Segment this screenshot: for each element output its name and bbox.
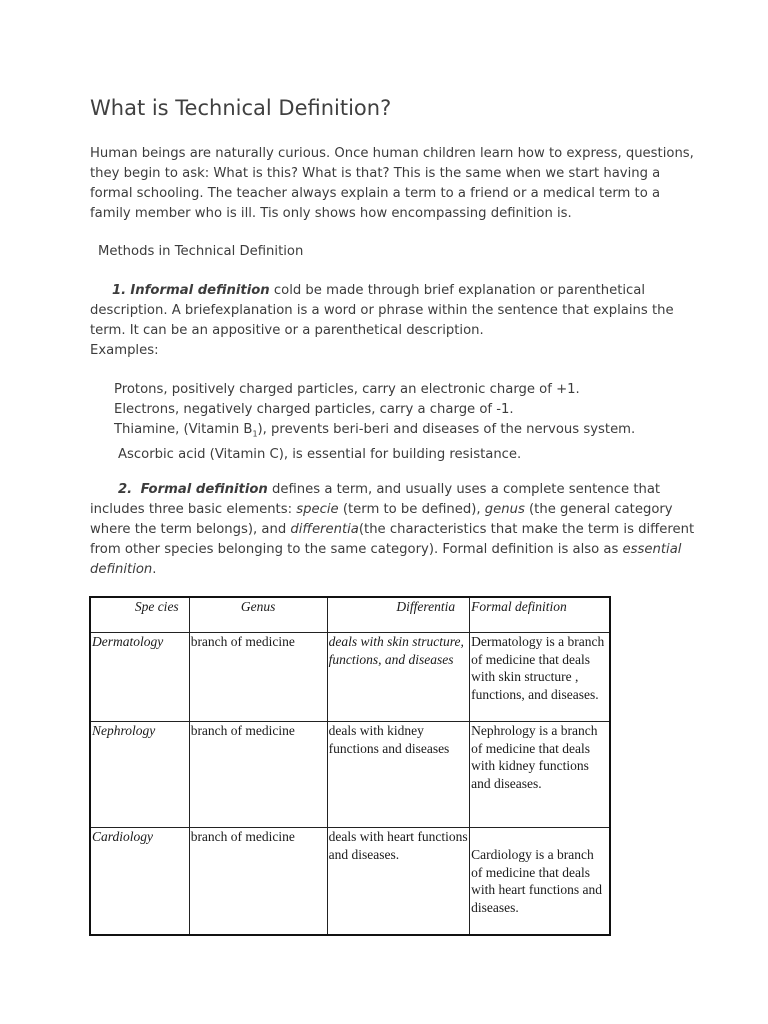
intro-line: they begin to ask: What is this? What is that? This is the same when we start having a: [90, 166, 661, 181]
page-title: What is Technical Definition?: [90, 96, 392, 120]
cell-genus: branch of medicine: [189, 828, 327, 936]
header-genus: Genus: [189, 597, 327, 633]
formal-text: includes three basic elements:: [90, 502, 297, 517]
intro-paragraph: [90, 144, 694, 224]
examples-list: [114, 380, 714, 465]
specie-term: specie: [296, 502, 339, 517]
formal-line-3: [90, 520, 695, 540]
formal-line-2: [90, 500, 690, 520]
formal-term: Formal definition: [140, 482, 268, 497]
formal-line-5: [90, 560, 690, 580]
informal-line-1: [90, 281, 690, 301]
formal-line-4: [90, 540, 690, 560]
essential-term: essential: [622, 542, 682, 557]
table-row: [90, 633, 610, 722]
formal-text: where the term belongs), and: [90, 522, 291, 537]
informal-line-1-rest: cold be made through brief explanation or parenthetical: [269, 283, 646, 298]
table-row: [90, 722, 610, 828]
cell-genus: branch of medicine: [189, 633, 327, 722]
informal-definition-section: [90, 281, 690, 361]
cell-formal-definition: Dermatology is a branch of medicine that deals with skin structure , functions, and diseases.: [470, 633, 610, 722]
table-header-row: [90, 597, 610, 633]
header-species: Spe cies: [90, 597, 189, 633]
differentia-term: differentia: [290, 522, 359, 537]
thiamine-text-before: Thiamine, (Vitamin B: [114, 422, 253, 437]
formal-text: (the general category: [524, 502, 673, 517]
header-formal-definition: Formal definition: [470, 597, 610, 633]
informal-line-3: term. It can be an appositive or a parenthetical description.: [90, 323, 484, 338]
informal-number: 1.: [112, 283, 127, 298]
example-item: Protons, positively charged particles, carry an electronic charge of +1.: [114, 382, 580, 397]
cell-differentia: deals with skin structure, functions, and diseases: [327, 633, 470, 722]
formal-text: from other species belonging to the same category). Formal definition is also as: [90, 542, 623, 557]
cell-species: Cardiology: [90, 828, 189, 936]
cell-genus: branch of medicine: [189, 722, 327, 828]
examples-label: Examples:: [90, 343, 159, 358]
formal-definition-section: [90, 480, 695, 580]
intro-line: Human beings are naturally curious. Once human children learn how to express, questions,: [90, 146, 694, 161]
formal-line-1: [90, 480, 690, 500]
formal-line-1-rest: defines a term, and usually uses a complete sentence that: [267, 482, 661, 497]
thiamine-subscript: 1: [252, 429, 258, 439]
table-row: [90, 828, 610, 936]
formal-number: 2.: [118, 482, 133, 497]
example-item: Ascorbic acid (Vitamin C), is essential for building resistance.: [118, 446, 522, 462]
formal-text: (term to be defined),: [338, 502, 485, 517]
cell-species: Nephrology: [90, 722, 189, 828]
informal-term: Informal definition: [130, 283, 270, 298]
formal-text: .: [152, 562, 157, 577]
definition-term: definition: [90, 562, 153, 577]
intro-line: formal schooling. The teacher always explain a term to a friend or a medical term to a: [90, 186, 661, 201]
definition-table: [89, 596, 611, 936]
cell-differentia: deals with kidney functions and diseases: [327, 722, 470, 828]
thiamine-text-after: ), prevents beri-beri and diseases of the nervous system.: [257, 422, 636, 437]
example-item: [114, 420, 714, 445]
informal-line-2: description. A briefexplanation is a word or phrase within the sentence that explains the: [90, 303, 674, 318]
genus-term: genus: [484, 502, 525, 517]
formal-text: (the characteristics that make the term is different: [358, 522, 695, 537]
header-differentia: Differentia: [327, 597, 470, 633]
cell-formal-definition: Nephrology is a branch of medicine that deals with kidney functions and diseases.: [470, 722, 610, 828]
example-item: Electrons, negatively charged particles, carry a charge of -1.: [114, 402, 514, 417]
cell-differentia: deals with heart functions and diseases.: [327, 828, 470, 936]
cell-formal-definition: Cardiology is a branch of medicine that deals with heart functions and diseases.: [470, 828, 610, 936]
intro-line: family member who is ill. Tis only shows how encompassing definition is.: [90, 206, 572, 221]
methods-heading: Methods in Technical Definition: [98, 244, 304, 259]
cell-species: Dermatology: [90, 633, 189, 722]
